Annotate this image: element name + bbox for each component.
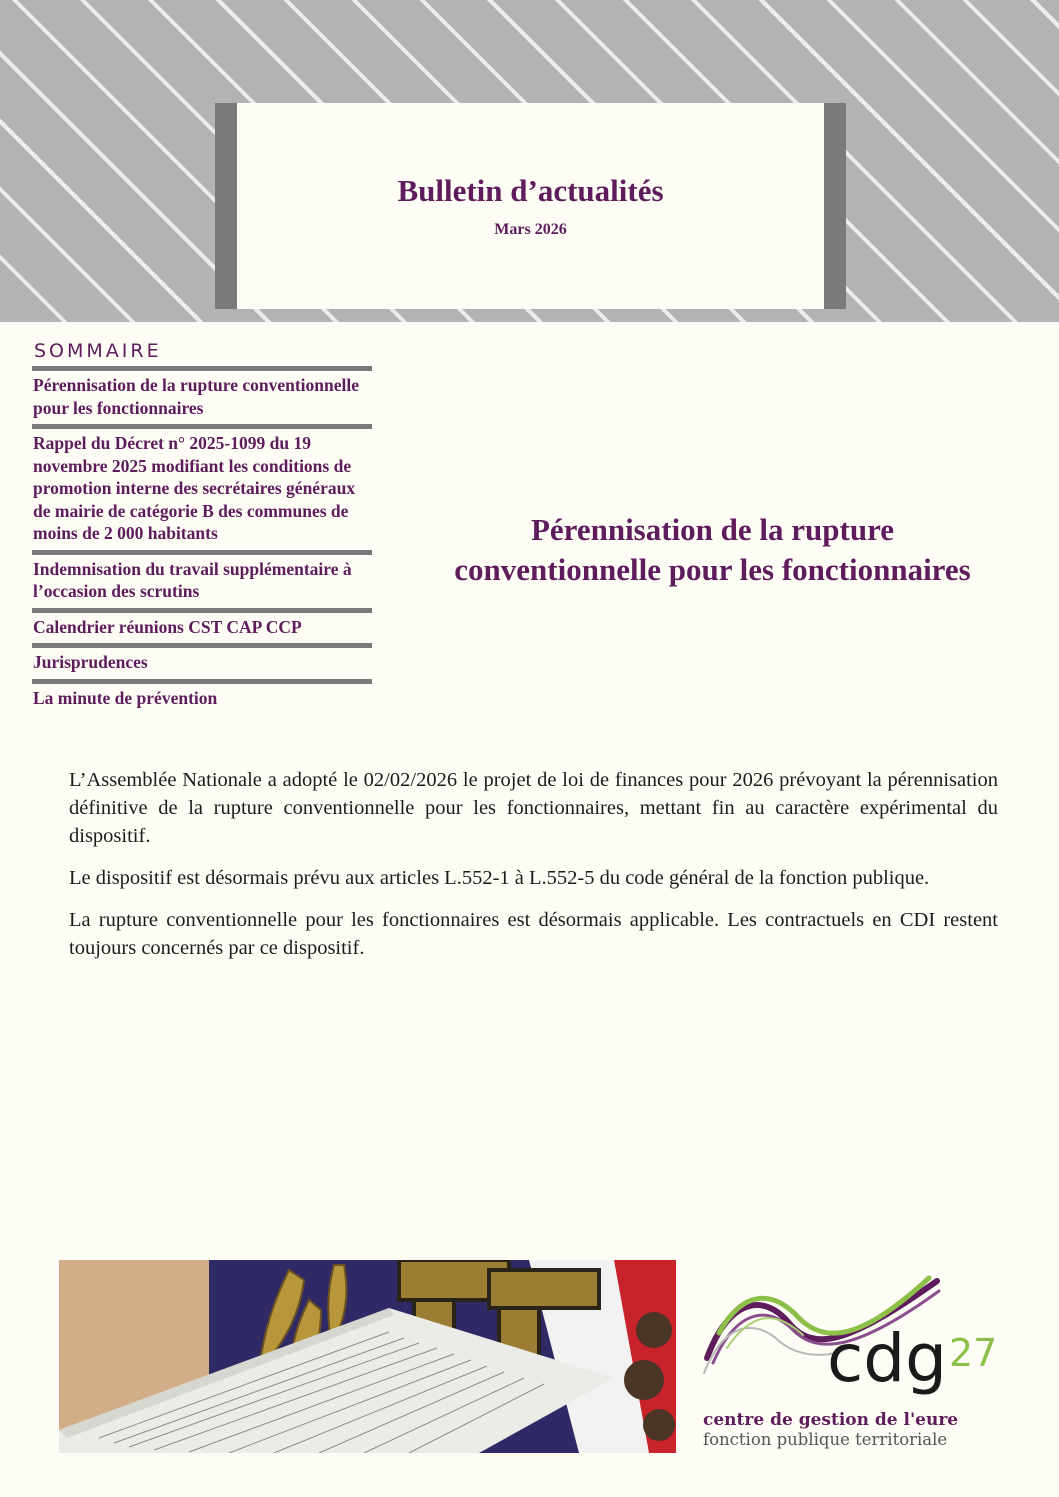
article-paragraph: L’Assemblée Nationale a adopté le 02/02/2026 le projet de loi de finances pour 2026 prévoyant la pérennisation définitive de la rupture conventionnelle pour les fonctionnaires, mettant fin au caractère expérimental du dispositif. — [69, 769, 998, 847]
logo-number: 27 — [949, 1331, 998, 1375]
article-title-line2: conventionnelle pour les fonctionnaires — [454, 552, 971, 587]
toc-item-minute-prevention[interactable]: La minute de prévention — [32, 679, 372, 715]
article-paragraph: La rupture conventionnelle pour les fonctionnaires est désormais applicable. Les contractuels en CDI restent toujours concernés par ce dispositif. — [69, 909, 998, 959]
logo-tagline-2: fonction publique territoriale — [703, 1430, 948, 1449]
article-title-line1: Pérennisation de la rupture — [530, 512, 895, 547]
article-body — [69, 766, 998, 976]
article-paragraph: Le dispositif est désormais prévu aux articles L.552-1 à L.552-5 du code général de la fonction publique. — [69, 867, 930, 889]
bulletin-date: Mars 2026 — [494, 221, 567, 238]
toc-item-indemnisation-scrutins[interactable]: Indemnisation du travail supplémentaire à l’occasion des scrutins — [32, 550, 372, 608]
cdg27-logo — [699, 1263, 1011, 1458]
article-title — [395, 510, 1030, 590]
journal-officiel-photo — [59, 1260, 676, 1453]
bulletin-title: Bulletin d’actualités — [397, 173, 664, 208]
toc-item-jurisprudences[interactable]: Jurisprudences — [32, 643, 372, 679]
sommaire-heading: SOMMAIRE — [34, 340, 162, 362]
toc-item-calendrier-reunions[interactable]: Calendrier réunions CST CAP CCP — [32, 608, 372, 644]
logo-wordmark: cdg — [827, 1320, 948, 1397]
toc-item-decret-promotion-interne[interactable]: Rappel du Décret n° 2025-1099 du 19 novembre 2025 modifiant les conditions de promotion interne des secrétaires généraux de mairie de catégorie B des communes de moins de 2 000 habitants — [32, 424, 372, 550]
toc-item-rupture-conventionnelle[interactable]: Pérennisation de la rupture conventionnelle pour les fonctionnaires — [32, 366, 372, 424]
logo-tagline-1: centre de gestion de l'eure — [703, 1410, 959, 1430]
title-box — [215, 103, 846, 309]
sommaire — [32, 338, 372, 714]
